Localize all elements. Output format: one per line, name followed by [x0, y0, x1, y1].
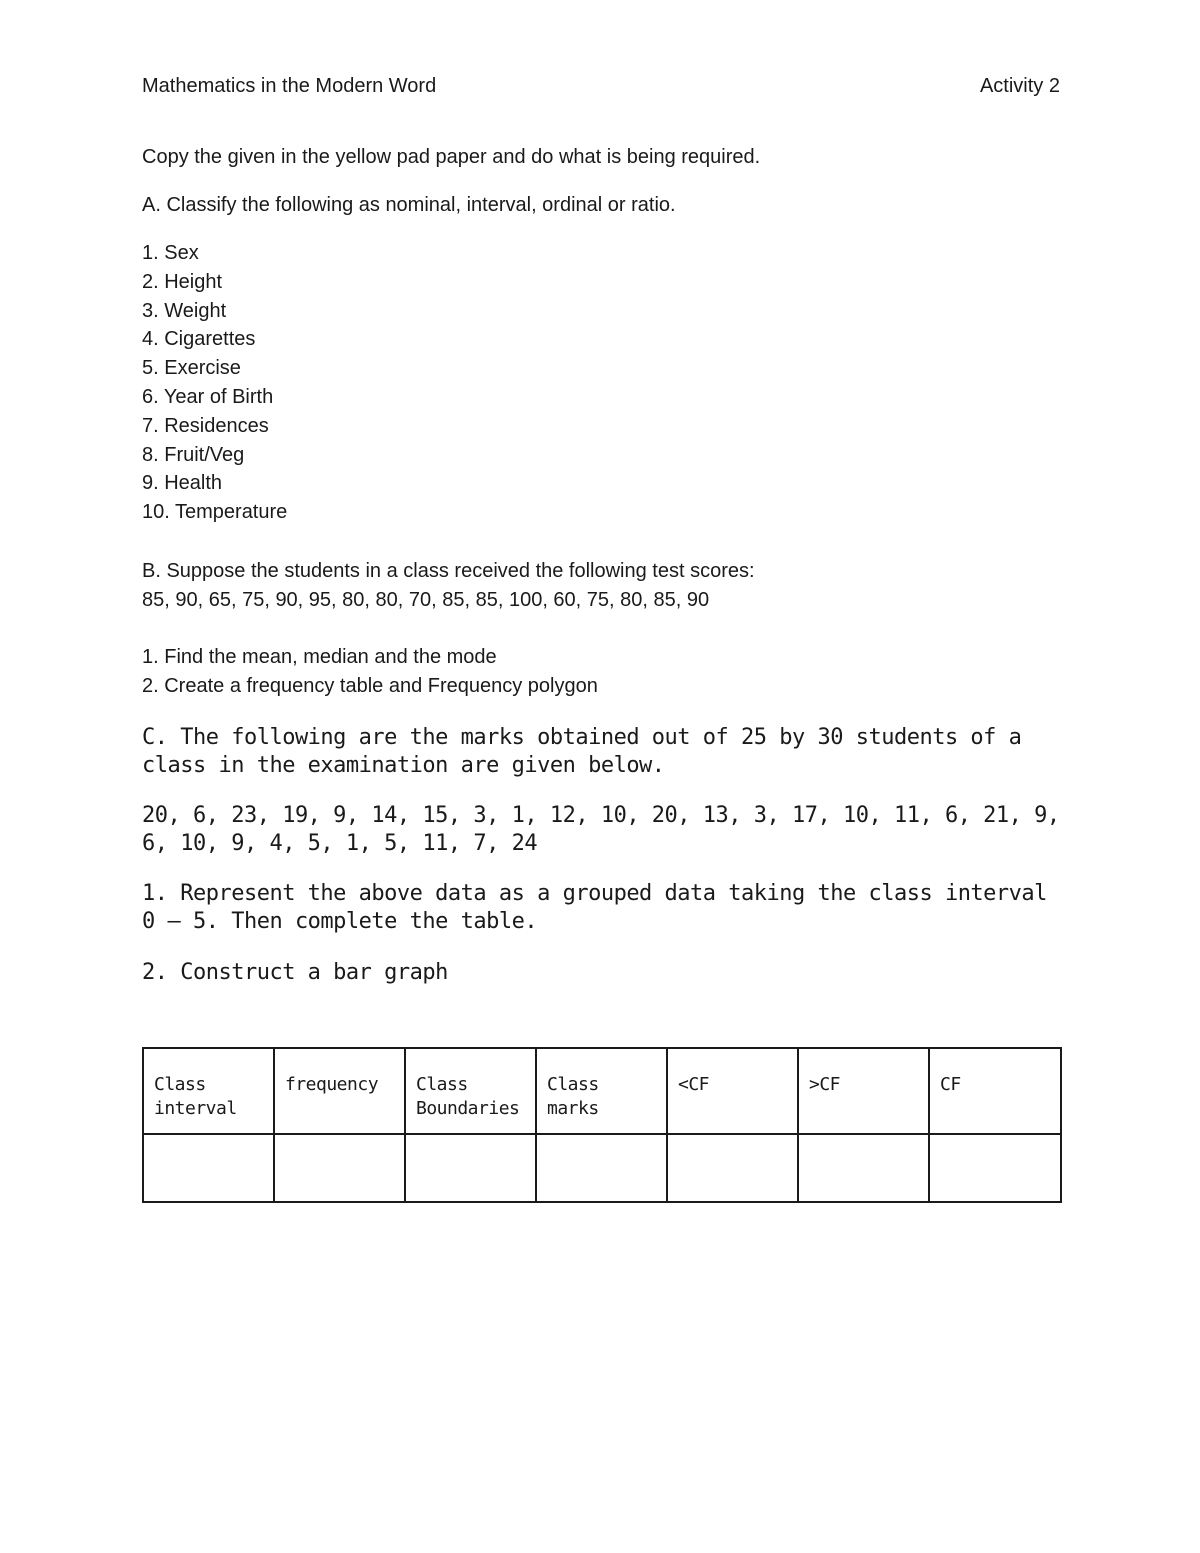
header-less-than-cf: <CF [667, 1048, 798, 1134]
instruction-text: Copy the given in the yellow pad paper and do what is being required. [142, 146, 761, 168]
table-cell [667, 1134, 798, 1202]
header-cf: CF [929, 1048, 1061, 1134]
section-c-prompt: C. The following are the marks obtained out of 25 by 30 students of a class in the examination are given below. [142, 725, 1022, 778]
section-c-task-2: 2. Construct a bar graph [142, 960, 448, 985]
list-item: 6. Year of Birth [142, 385, 274, 408]
header-class-marks: Class marks [536, 1048, 667, 1134]
list-item: 10. Temperature [142, 501, 288, 524]
section-b-task-1: 1. Find the mean, median and the mode [142, 646, 497, 668]
section-b-scores: 85, 90, 65, 75, 90, 95, 80, 80, 70, 85, 85, 100, 60, 75, 80, 85, 90 [142, 589, 710, 611]
activity-label: Activity 2 [979, 75, 1060, 97]
list-item: 2. Height [142, 270, 223, 293]
table-cell [536, 1134, 667, 1202]
list-item: 8. Fruit/Veg [142, 443, 245, 466]
list-item: 7. Residences [142, 414, 269, 437]
section-c-marks: 20, 6, 23, 19, 9, 14, 15, 3, 1, 12, 10, 20, 13, 3, 17, 10, 11, 6, 21, 9, 6, 10, 9, 4, 5, 1, 5, 11, 7, 24 [142, 803, 1060, 856]
section-b-prompt: B. Suppose the students in a class received the following test scores: [142, 560, 755, 582]
table-header-row [143, 1048, 1061, 1134]
table-cell [143, 1134, 274, 1202]
table-row [143, 1134, 1061, 1202]
frequency-table [142, 1047, 1062, 1203]
header-frequency: frequency [274, 1048, 405, 1134]
list-item: 5. Exercise [142, 357, 241, 380]
header-class-boundaries: Class Boundaries [405, 1048, 536, 1134]
section-c-task-1: 1. Represent the above data as a grouped data taking the class interval 0 – 5. Then complete the table. [142, 881, 1047, 934]
list-item: 3. Weight [142, 299, 227, 322]
header-greater-than-cf: >CF [798, 1048, 929, 1134]
list-item: 9. Health [142, 472, 223, 495]
list-item: 1. Sex [142, 242, 199, 264]
section-a-list [142, 239, 287, 527]
section-a-prompt: A. Classify the following as nominal, interval, ordinal or ratio. [142, 194, 676, 216]
header-class-interval: Class interval [143, 1048, 274, 1134]
table-cell [405, 1134, 536, 1202]
section-b-task-2: 2. Create a frequency table and Frequency polygon [142, 675, 598, 697]
table-cell [929, 1134, 1061, 1202]
table-cell [798, 1134, 929, 1202]
table-cell [274, 1134, 405, 1202]
course-title: Mathematics in the Modern Word [142, 75, 437, 97]
list-item: 4. Cigarettes [142, 328, 256, 351]
